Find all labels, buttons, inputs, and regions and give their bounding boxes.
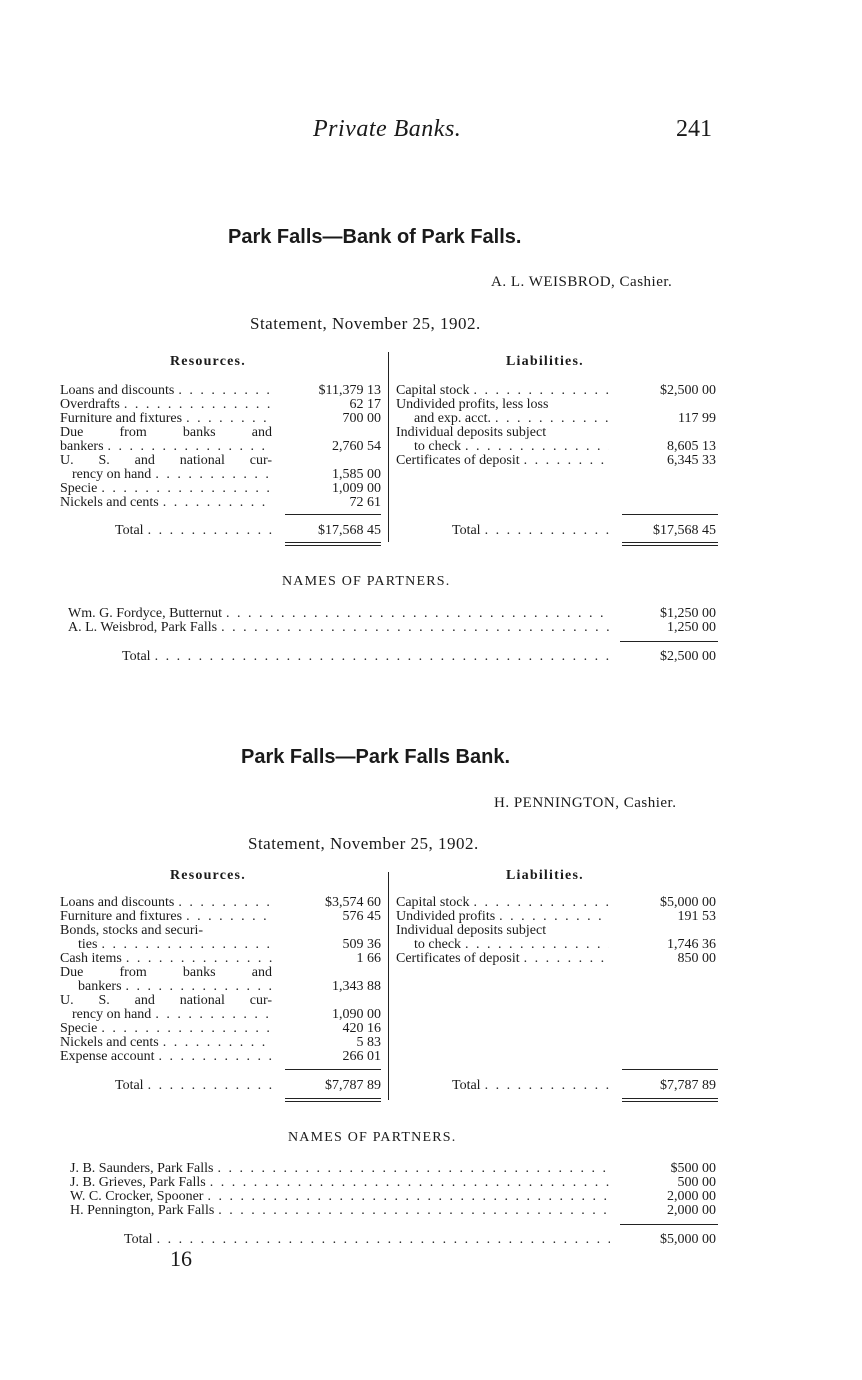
resource-row: Due from banks and	[60, 965, 272, 980]
sum-rule	[620, 641, 718, 642]
column-divider	[388, 872, 389, 1100]
partner-row: Wm. G. Fordyce, Butternut . . . $1,250 00	[68, 607, 718, 621]
partner-row: J. B. Saunders, Park Falls . . . $500 00	[70, 1162, 718, 1176]
liabilities-total-row: Total . . . $17,568 45	[452, 524, 718, 538]
resource-row: Furniture and fixtures . . . 700 00	[60, 412, 385, 426]
liabilities-heading: Liabilities.	[506, 868, 584, 883]
resource-row: U. S. and national cur-	[60, 993, 272, 1008]
resource-row: rency on hand . . . 1,585 00	[60, 468, 385, 482]
resource-row: Furniture and fixtures . . . 576 45	[60, 910, 385, 924]
resource-row: Nickels and cents . . . 5 83	[60, 1036, 385, 1050]
liability-row: Capital stock . . . $2,500 00	[396, 384, 718, 398]
statement-date: Statement, November 25, 1902.	[250, 314, 481, 333]
resource-row: Specie . . . 1,009 00	[60, 482, 385, 496]
total-double-rule	[285, 542, 381, 546]
liability-row: Certificates of deposit . . . 6,345 33	[396, 454, 718, 468]
resource-row: ties . . . 509 36	[60, 938, 385, 952]
sum-rule	[622, 514, 718, 515]
sum-rule	[285, 514, 381, 515]
liability-row: Individual deposits subject	[396, 923, 547, 938]
bank-title: Park Falls—Bank of Park Falls.	[228, 226, 522, 248]
cashier-line: A. L. WEISBROD, Cashier.	[491, 274, 673, 290]
resource-row: rency on hand . . . 1,090 00	[60, 1008, 385, 1022]
sum-rule	[620, 1224, 718, 1225]
liability-row: to check . . . 1,746 36	[396, 938, 718, 952]
page-number: 241	[676, 116, 712, 142]
liabilities-heading: Liabilities.	[506, 354, 584, 369]
partner-row: A. L. Weisbrod, Park Falls . . . 1,250 00	[68, 621, 718, 635]
resource-row: Due from banks and	[60, 425, 272, 440]
partner-row: H. Pennington, Park Falls . . . 2,000 00	[70, 1204, 718, 1218]
signature-mark: 16	[170, 1246, 192, 1271]
partners-total-row: Total . . . $5,000 00	[124, 1233, 718, 1247]
statement-date: Statement, November 25, 1902.	[248, 834, 479, 853]
total-double-rule	[622, 542, 718, 546]
liability-row: to check . . . 8,605 13	[396, 440, 718, 454]
liability-row: Undivided profits . . . 191 53	[396, 910, 718, 924]
resources-heading: Resources.	[170, 354, 246, 369]
partner-row: J. B. Grieves, Park Falls . . . 500 00	[70, 1176, 718, 1190]
resources-heading: Resources.	[170, 868, 246, 883]
resource-row: Loans and discounts . . . $3,574 60	[60, 896, 385, 910]
resource-row: Expense account . . . 266 01	[60, 1050, 385, 1064]
liability-row: and exp. acct. . . . 117 99	[396, 412, 718, 426]
liability-row: Individual deposits subject	[396, 425, 547, 440]
cashier-line: H. PENNINGTON, Cashier.	[494, 795, 677, 811]
liability-row: Undivided profits, less loss	[396, 397, 549, 412]
resource-row: bankers . . . 2,760 54	[60, 440, 385, 454]
resource-row: Cash items . . . 1 66	[60, 952, 385, 966]
partners-heading: NAMES OF PARTNERS.	[288, 1130, 457, 1145]
resource-row: bankers . . . 1,343 88	[60, 980, 385, 994]
partner-row: W. C. Crocker, Spooner . . . 2,000 00	[70, 1190, 718, 1204]
resources-total-row: Total . . . $17,568 45	[115, 524, 385, 538]
resource-row: Nickels and cents . . . 72 61	[60, 496, 385, 510]
column-divider	[388, 352, 389, 542]
liability-row: Capital stock . . . $5,000 00	[396, 896, 718, 910]
partners-heading: NAMES OF PARTNERS.	[282, 574, 451, 589]
total-double-rule	[622, 1098, 718, 1102]
resource-row: U. S. and national cur-	[60, 453, 272, 468]
resources-total-row: Total . . . $7,787 89	[115, 1079, 385, 1093]
bank-title: Park Falls—Park Falls Bank.	[241, 746, 511, 768]
liability-row: Certificates of deposit . . . 850 00	[396, 952, 718, 966]
sum-rule	[622, 1069, 718, 1070]
sum-rule	[285, 1069, 381, 1070]
resource-row: Loans and discounts . . . $11,379 13	[60, 384, 385, 398]
resource-row: Overdrafts . . . 62 17	[60, 398, 385, 412]
resource-row: Bonds, stocks and securi-	[60, 923, 204, 938]
liabilities-total-row: Total . . . $7,787 89	[452, 1079, 718, 1093]
total-double-rule	[285, 1098, 381, 1102]
resource-row: Specie . . . 420 16	[60, 1022, 385, 1036]
partners-total-row: Total . . . $2,500 00	[122, 650, 718, 664]
running-head: Private Banks.	[313, 116, 462, 142]
